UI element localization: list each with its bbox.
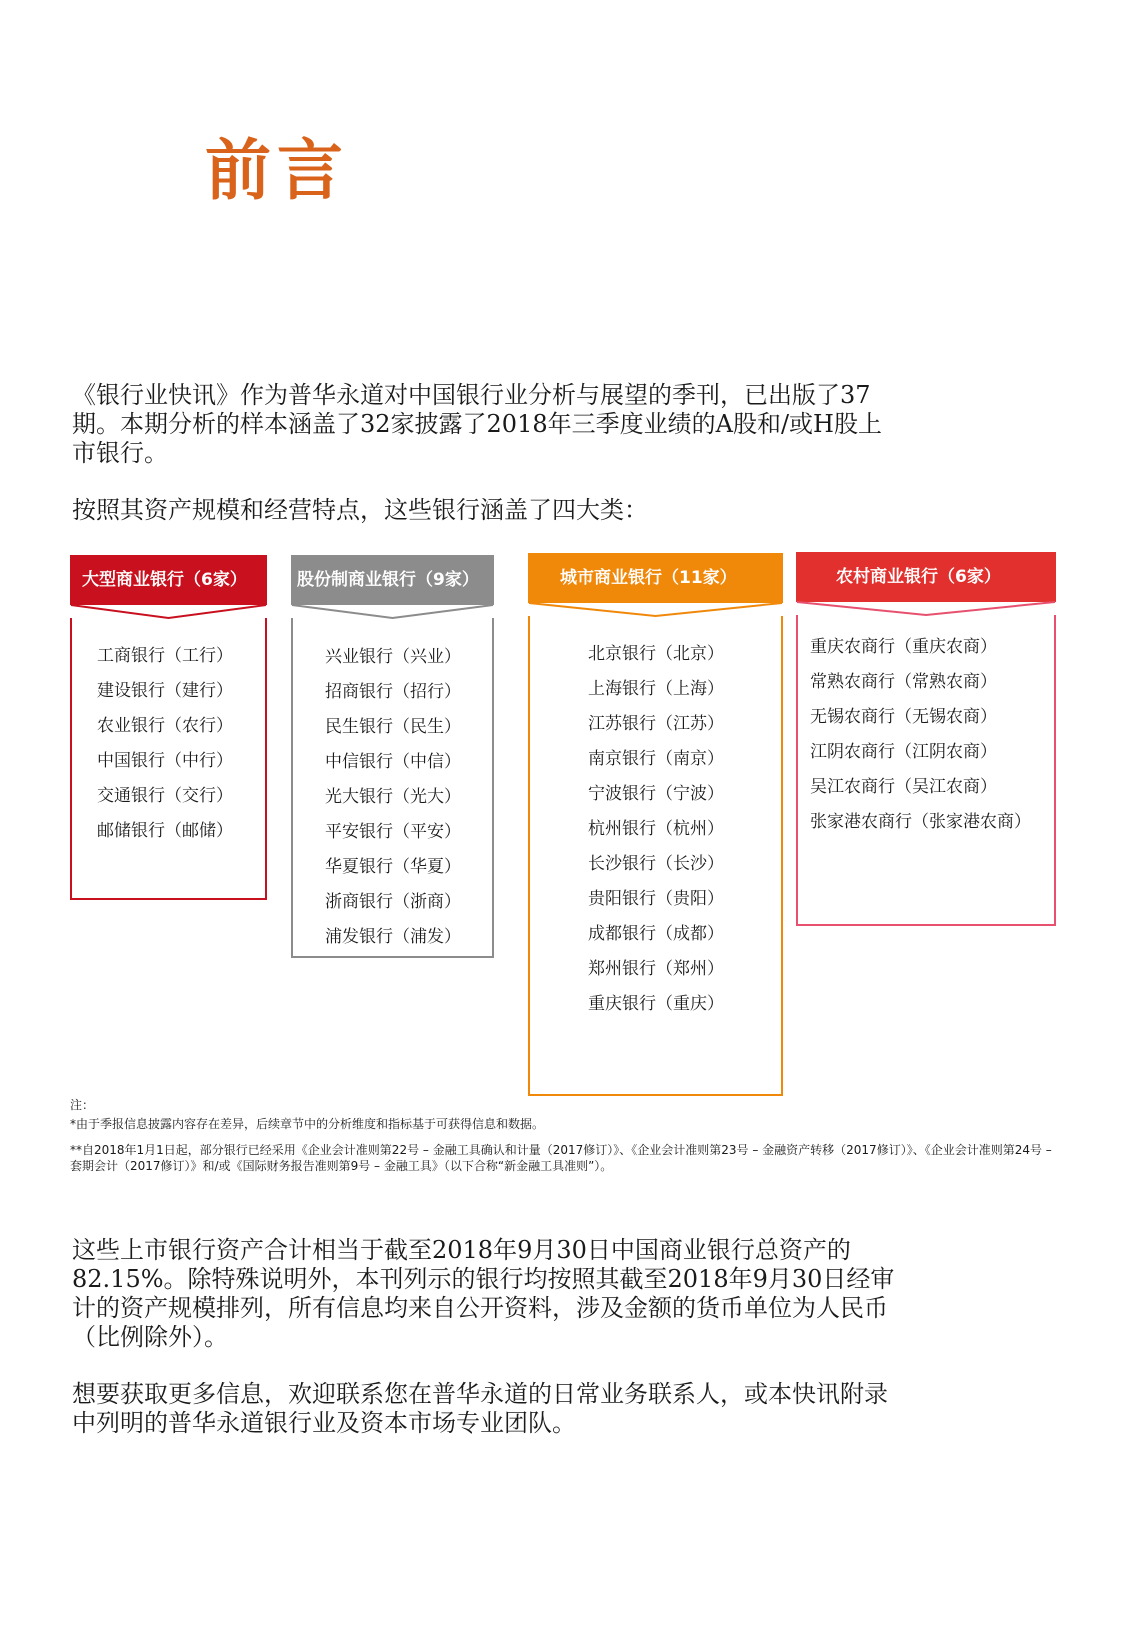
list-item: 杭州银行（杭州） bbox=[588, 819, 724, 839]
list-item: 华夏银行（华夏） bbox=[325, 857, 461, 877]
footnote: **自2018年1月1日起，部分银行已经采用《企业会计准则第22号 – 金融工具确认和计量（2017修订）》、《企业会计准则第23号 – 金融资产转移（2017修订）》、《企业会计准则第24号 – 套期会计（2017修订）》和/或《国际财务报告准则第9号 – 金融工具》（以下合称“新金融工具准则”）。 bbox=[70, 1143, 1052, 1173]
list-item: 江苏银行（江苏） bbox=[588, 714, 724, 734]
categories-intro: 按照其资产规模和经营特点，这些银行涵盖了四大类： bbox=[72, 496, 648, 524]
list-item: 兴业银行（兴业） bbox=[325, 647, 461, 667]
category-rural-commercial bbox=[796, 552, 1056, 926]
category-banner: 城市商业银行（11家） bbox=[528, 553, 783, 603]
bank-list bbox=[588, 637, 724, 1022]
list-item: 吴江农商行（吴江农商） bbox=[810, 777, 997, 797]
list-item: 宁波银行（宁波） bbox=[588, 784, 724, 804]
list-item: 民生银行（民生） bbox=[325, 717, 461, 737]
list-item: 平安银行（平安） bbox=[325, 822, 461, 842]
intro-paragraph: 《银行业快讯》作为普华永道对中国银行业分析与展望的季刊，已出版了37期。本期分析的样本涵盖了32家披露了2018年三季度业绩的A股和/或H股上市银行。 bbox=[72, 381, 882, 467]
list-item: 南京银行（南京） bbox=[588, 749, 724, 769]
list-item: 上海银行（上海） bbox=[588, 679, 724, 699]
footnotes bbox=[70, 1094, 1060, 1184]
list-item: 重庆银行（重庆） bbox=[588, 994, 724, 1014]
page-title: 前言 bbox=[205, 132, 349, 209]
list-item: 郑州银行（郑州） bbox=[588, 959, 724, 979]
list-item: 建设银行（建行） bbox=[97, 681, 233, 701]
bank-list bbox=[810, 630, 1031, 840]
list-item: 工商银行（工行） bbox=[97, 646, 233, 666]
assets-paragraph: 这些上市银行资产合计相当于截至2018年9月30日中国商业银行总资产的82.15%。除特殊说明外，本刊列示的银行均按照其截至2018年9月30日经审计的资产规模排列，所有信息均来自公开资料，涉及金额的货币单位为人民币（比例除外）。 bbox=[72, 1236, 895, 1351]
category-banner: 农村商业银行（6家） bbox=[796, 552, 1056, 602]
list-item: 成都银行（成都） bbox=[588, 924, 724, 944]
list-item: 招商银行（招行） bbox=[325, 682, 461, 702]
list-item: 北京银行（北京） bbox=[588, 644, 724, 664]
list-item: 光大银行（光大） bbox=[325, 787, 461, 807]
list-item: 邮储银行（邮储） bbox=[97, 821, 233, 841]
bank-list bbox=[97, 639, 233, 849]
list-item: 张家港农商行（张家港农商） bbox=[810, 812, 1031, 832]
list-item: 中国银行（中行） bbox=[97, 751, 233, 771]
footnote: *由于季报信息披露内容存在差异，后续章节中的分析维度和指标基于可获得信息和数据。 bbox=[70, 1117, 545, 1131]
category-large-commercial bbox=[70, 555, 267, 900]
list-item: 浦发银行（浦发） bbox=[325, 927, 461, 947]
bank-list bbox=[325, 640, 461, 955]
list-item: 中信银行（中信） bbox=[325, 752, 461, 772]
list-item: 浙商银行（浙商） bbox=[325, 892, 461, 912]
list-item: 江阴农商行（江阴农商） bbox=[810, 742, 997, 762]
list-item: 长沙银行（长沙） bbox=[588, 854, 724, 874]
category-joint-stock bbox=[291, 555, 494, 958]
list-item: 贵阳银行（贵阳） bbox=[588, 889, 724, 909]
list-item: 无锡农商行（无锡农商） bbox=[810, 707, 997, 727]
list-item: 农业银行（农行） bbox=[97, 716, 233, 736]
list-item: 交通银行（交行） bbox=[97, 786, 233, 806]
category-banner: 大型商业银行（6家） bbox=[70, 555, 267, 605]
list-item: 重庆农商行（重庆农商） bbox=[810, 637, 997, 657]
contact-paragraph: 想要获取更多信息，欢迎联系您在普华永道的日常业务联系人，或本快讯附录中列明的普华永道银行业及资本市场专业团队。 bbox=[72, 1380, 888, 1437]
list-item: 常熟农商行（常熟农商） bbox=[810, 672, 997, 692]
category-city-commercial bbox=[528, 553, 783, 1096]
category-banner: 股份制商业银行（9家） bbox=[291, 555, 494, 605]
notes-label: 注： bbox=[70, 1098, 95, 1112]
